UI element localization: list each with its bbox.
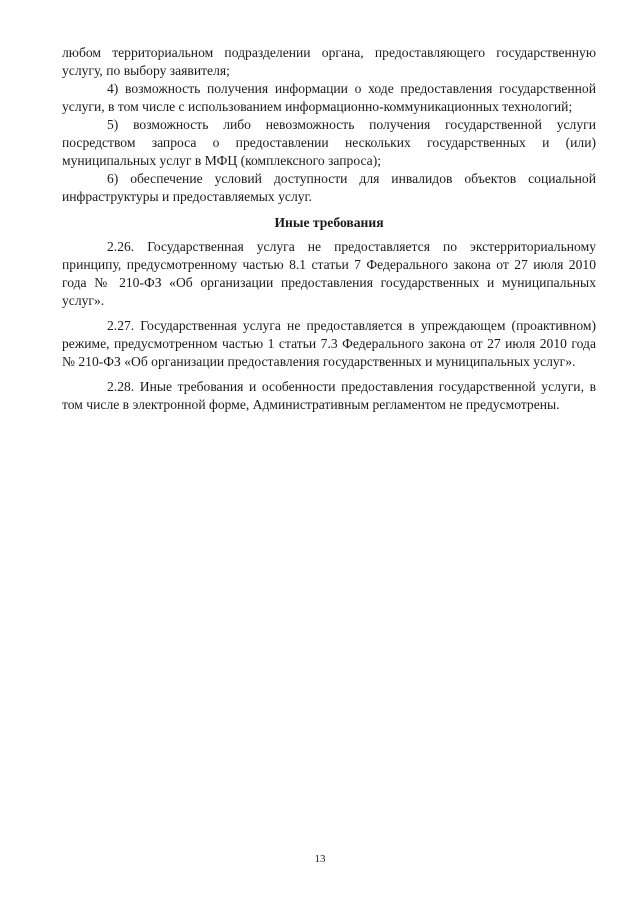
paragraph-item-6: 6) обеспечение условий доступности для инвалидов объектов социальной инфраструктуры и предоставляемых услуг. — [62, 171, 596, 204]
document-page — [62, 44, 596, 414]
paragraph-item-5: 5) возможность либо невозможность получения государственной услуги посредством запроса о предоставлении нескольких государственных и (или) муниципальных услуг в МФЦ (комплексного запроса); — [62, 117, 596, 168]
section-heading: Иные требования — [274, 215, 384, 230]
paragraph-2-27: 2.27. Государственная услуга не предоставляется в упреждающем (проактивном) режиме, предусмотренном частью 1 статьи 7.3 Федерального закона от 27 июля 2010 года № 210-ФЗ «Об организации предоставления государственных и муниципальных услуг». — [62, 318, 596, 369]
paragraph-2-28: 2.28. Иные требования и особенности предоставления государственной услуги, в том числе в электронной форме, Административным регламентом не предусмотрены. — [62, 379, 596, 412]
paragraph-continuation: любом территориальном подразделении органа, предоставляющего государственную услугу, по выбору заявителя; — [62, 45, 596, 78]
page-number: 13 — [314, 853, 326, 865]
paragraph-2-26: 2.26. Государственная услуга не предоставляется по экстерриториальному принципу, предусмотренному частью 8.1 статьи 7 Федерального закона от 27 июля 2010 года № 210-ФЗ «Об организации предоставления государственных и муниципальных услуг». — [62, 239, 596, 308]
paragraph-item-4: 4) возможность получения информации о ходе предоставления государственной услуги, в том числе с использованием информационно-коммуникационных технологий; — [62, 81, 596, 114]
